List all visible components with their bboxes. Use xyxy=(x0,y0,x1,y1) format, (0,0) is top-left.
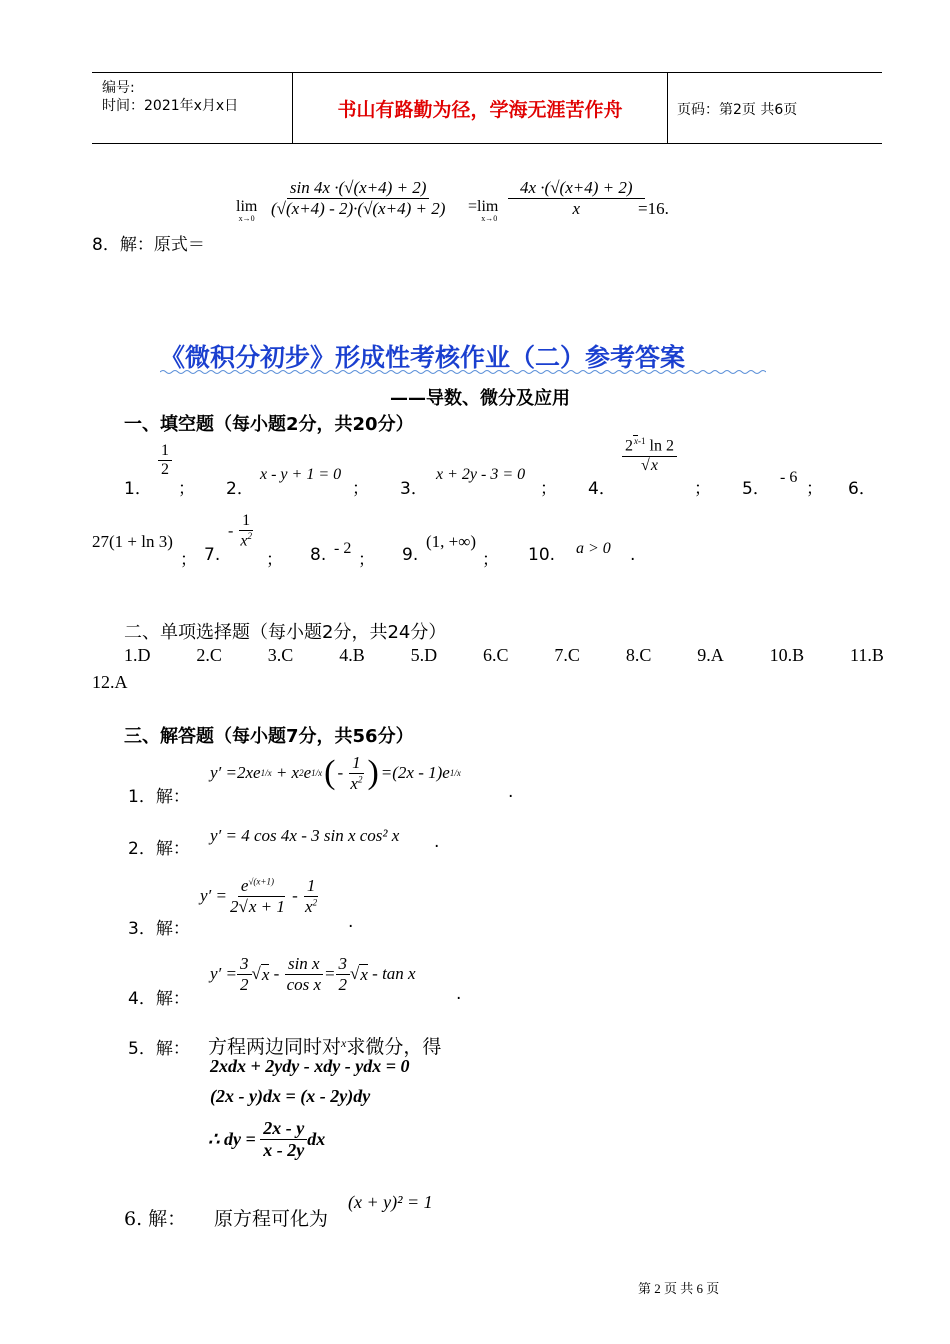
part2-answer: 1.D xyxy=(124,645,151,665)
p3-s6-label: 6. 解： xyxy=(124,1208,187,1230)
p1-a6-label: 6． xyxy=(848,479,876,499)
p3-s3-label: 3．解： xyxy=(128,919,190,939)
s5-text-2: 求微分，得 xyxy=(346,1036,442,1058)
part2-answer: 4.B xyxy=(339,645,365,665)
p1-a8-label: 8. xyxy=(310,545,327,565)
p3-s2-formula: y′ = 4 cos 4x - 3 sin x cos² x xyxy=(210,826,400,845)
part2-answers-line2 xyxy=(92,672,128,693)
p3-s2-label: 2．解： xyxy=(128,839,190,859)
part1-heading: 一、填空题（每小题2分，共20分） xyxy=(124,414,414,435)
p3-s5-text: 方程两边同时对$^x$求微分，得 xyxy=(208,1036,442,1058)
p1-a10: a > 0 xyxy=(576,540,611,557)
p3-s4-end: . xyxy=(456,984,462,1004)
p3-s5-line2: (2x - y)dx = (x - 2y)dy xyxy=(210,1086,371,1106)
page-label: 页码：第2页 共6页 xyxy=(677,102,798,118)
p3-s3-end: . xyxy=(348,912,354,932)
p1-a1-label: 1． xyxy=(124,479,152,499)
p3-s3-formula: y′ = $\frac{e^{√(x+1)}}{2√x + 1}$ - $\frac{1}{x^2}$ xyxy=(200,876,318,916)
title-underline xyxy=(160,369,766,375)
item8-lim-2: =lim x→0 xyxy=(468,198,499,223)
frac2-denominator: x xyxy=(572,198,581,218)
p1-a2: x - y + 1 = 0 xyxy=(260,466,342,483)
p3-s2-end: . xyxy=(434,832,440,852)
lim-sub: x→0 xyxy=(238,214,255,223)
item8-prefix: 8．解：原式＝ xyxy=(92,235,205,255)
part2-answer: 3.C xyxy=(267,645,294,665)
p1-a9-label: 9. xyxy=(402,545,419,565)
p1-a1-frac: $\frac{1}{2}$ xyxy=(158,442,172,480)
motto: 书山有路勤为径，学海无涯苦作舟 xyxy=(337,99,623,121)
p1-a5: - 6 xyxy=(780,469,798,486)
part2-answer: 5.D xyxy=(410,645,438,665)
frac1-denominator: (√(x+4) - 2)·(√(x+4) + 2) xyxy=(271,198,446,218)
p3-s1-end: . xyxy=(508,782,514,802)
p1-sep-8: ； xyxy=(358,550,375,570)
p1-sep-7: ； xyxy=(266,550,283,570)
part2-answer: 2.C xyxy=(196,645,222,665)
p3-s5-line3: ∴ dy = $\frac{2x - y}{x - 2y}$ dx xyxy=(208,1118,326,1160)
item8-fraction-1 xyxy=(268,178,448,218)
p1-a7: - $\frac{1}{x^2}$ xyxy=(228,512,252,550)
frac1-numerator: sin 4x ·(√(x+4) + 2) xyxy=(287,178,430,199)
item8-lim-1 xyxy=(236,198,257,223)
item8-fraction-2 xyxy=(508,178,645,218)
header-page-cell xyxy=(667,73,882,143)
p1-a5-label: 5． xyxy=(742,479,770,499)
p1-sep-9: ； xyxy=(482,550,499,570)
s5-text-1: 方程两边同时对 xyxy=(208,1036,342,1058)
part2-answer: 11.B xyxy=(850,645,884,665)
p1-a4-label: 4． xyxy=(588,479,616,499)
time-label: 时间：2021年x月x日 xyxy=(102,98,239,114)
part3-heading: 三、解答题（每小题7分，共56分） xyxy=(124,726,414,747)
p1-end: . xyxy=(630,545,636,565)
p1-a4-frac: $\frac{2^{x-1} \ln 2}{√x}$ xyxy=(622,436,677,475)
item8-result: =16. xyxy=(638,199,669,218)
p3-s5-line1: 2xdx + 2ydy - xdy - ydx = 0 xyxy=(210,1056,410,1076)
part2-answer: 9.A xyxy=(697,645,724,665)
header-left-cell xyxy=(92,73,292,143)
p1-sep-2: ； xyxy=(352,479,369,499)
p1-a6: 27(1 + ln 3) xyxy=(92,532,173,551)
part2-heading: 二、单项选择题（每小题2分，共24分） xyxy=(124,622,447,643)
p3-s4-formula: y′ = $\frac{3}{2}$ √ x - $\frac{\text{sin x}}{\text{cos x}}$ = $\frac{3}{2}$ √ x - tan x xyxy=(210,954,416,994)
header-motto-cell xyxy=(292,73,668,143)
frac2-numerator: 4x ·(√(x+4) + 2) xyxy=(508,178,645,199)
part2-answer: 7.C xyxy=(554,645,580,665)
section-title: 《微积分初步》形成性考核作业（二）参考答案 xyxy=(160,343,686,372)
lim-text: lim xyxy=(236,198,258,215)
p3-s4-label: 4．解： xyxy=(128,989,190,1009)
p1-a3-label: 3． xyxy=(400,479,428,499)
p1-sep-5: ； xyxy=(806,479,823,499)
p1-a3: x + 2y - 3 = 0 xyxy=(436,466,526,483)
p3-s1-formula: y′ =2xe 1/x + x 2 e 1/x ( - $\frac{1}{x^2}$ ) =(2x - 1)e 1/x xyxy=(210,752,461,793)
p1-sep-6: ； xyxy=(180,550,197,570)
p1-sep-1: ； xyxy=(178,479,195,499)
part2-answers xyxy=(124,645,884,666)
p3-s1-label: 1．解： xyxy=(128,787,190,807)
p3-s6-eq: (x + y)² = 1 xyxy=(348,1192,433,1212)
p1-a10-label: 10. xyxy=(528,545,556,565)
p1-sep-3: ； xyxy=(540,479,557,499)
lim-text-2: lim xyxy=(477,198,499,215)
p1-a2-label: 2． xyxy=(226,479,254,499)
lim-sub-2: x→0 xyxy=(481,214,498,223)
page-header xyxy=(92,72,882,144)
p1-a7-label: 7. xyxy=(204,545,221,565)
part2-answer: 6.C xyxy=(483,645,509,665)
p3-s6-text: 原方程可化为 xyxy=(214,1208,329,1230)
p1-sep-4: ； xyxy=(694,479,711,499)
p3-s5-label: 5．解： xyxy=(128,1039,190,1059)
page-footer: 第 2 页 共 6 页 xyxy=(638,1281,720,1296)
section-subtitle: ——导数、微分及应用 xyxy=(390,388,570,409)
part2-answer: 10.B xyxy=(769,645,805,665)
p1-a8: - 2 xyxy=(334,540,352,557)
part2-answer: 8.C xyxy=(625,645,652,665)
p1-a9: (1, +∞) xyxy=(426,532,477,551)
serial-label: 编号: xyxy=(102,80,135,96)
part2-answer: 12.A xyxy=(92,672,128,692)
